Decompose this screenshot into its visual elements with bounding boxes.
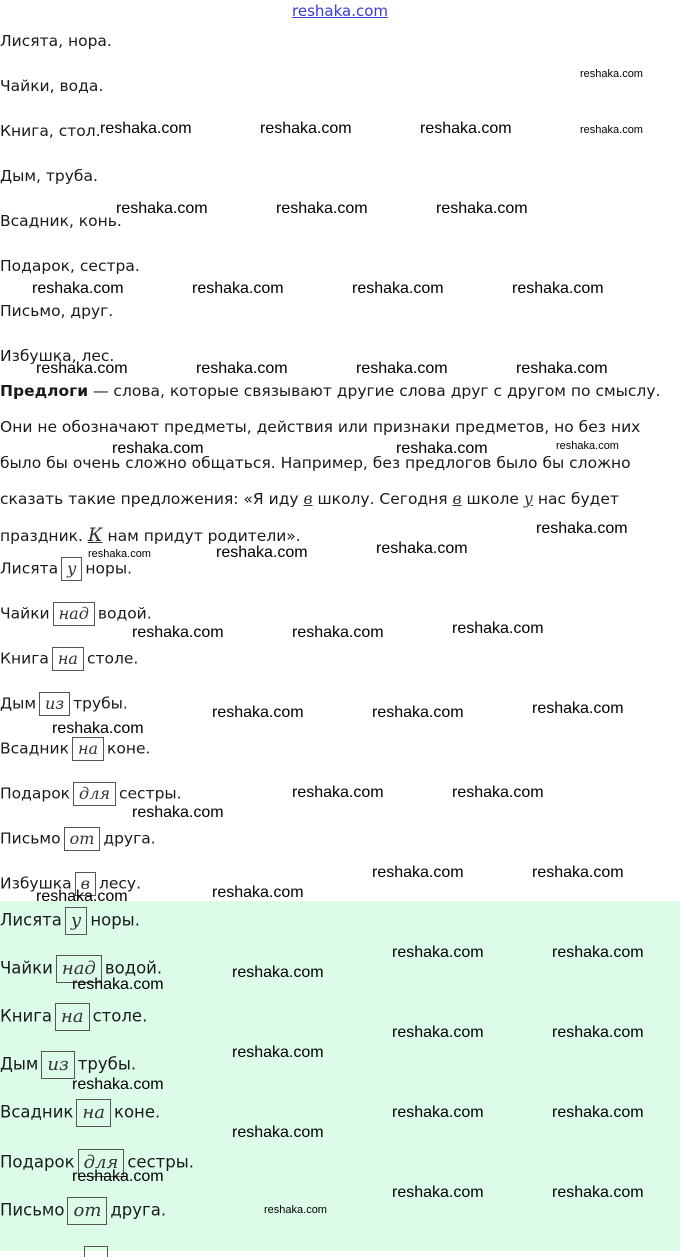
pair-2: Чайки, вода. bbox=[0, 77, 104, 95]
watermark-text: reshaka.com bbox=[552, 1024, 644, 1041]
answer-noun: Чайки bbox=[0, 604, 50, 623]
definition-text-1: — слова, которые связывают другие слова друг с другом по смыслу. Они не обозначают предметы, действия или признаки предметов, но без них было бы очень сложно общаться. Например, без предлогов было бы сложно сказать такие предложения: «Я иду bbox=[0, 382, 661, 508]
answer-noun: трубы. bbox=[73, 694, 128, 713]
watermark-text: reshaka.com bbox=[580, 68, 643, 80]
watermark-text: reshaka.com bbox=[356, 360, 448, 377]
preposition-box: в bbox=[75, 872, 96, 896]
answer-noun: сестры. bbox=[127, 1152, 195, 1172]
watermark-text: reshaka.com bbox=[216, 544, 308, 561]
watermark-text: reshaka.com bbox=[376, 540, 468, 557]
example-preposition-2: в bbox=[452, 490, 462, 508]
green-answer-line bbox=[0, 955, 162, 983]
watermark-text: reshaka.com bbox=[552, 1104, 644, 1121]
watermark-text: reshaka.com bbox=[212, 704, 304, 721]
preposition-box: над bbox=[53, 602, 95, 626]
watermark-text: reshaka.com bbox=[392, 1184, 484, 1201]
preposition-box: над bbox=[56, 955, 102, 983]
pair-4: Дым, труба. bbox=[0, 167, 98, 185]
answer-noun: лесу. bbox=[98, 874, 142, 893]
answer-noun: Книга bbox=[0, 1006, 53, 1026]
watermark-text: reshaka.com bbox=[556, 440, 619, 452]
example-preposition-3: у bbox=[523, 490, 533, 508]
answer-line bbox=[0, 647, 138, 671]
answer-line bbox=[0, 782, 182, 806]
watermark-text: reshaka.com bbox=[232, 1124, 324, 1141]
preposition-box: на bbox=[55, 1003, 90, 1031]
green-answer-line bbox=[0, 1149, 194, 1177]
answer-noun: Лисята bbox=[0, 910, 62, 930]
answer-line bbox=[0, 737, 150, 761]
watermark-text: reshaka.com bbox=[132, 624, 224, 641]
answer-noun: водой. bbox=[97, 604, 152, 623]
answer-noun: Дым bbox=[0, 1054, 39, 1074]
answer-noun: Всадник bbox=[0, 739, 69, 758]
preposition-box: на bbox=[52, 647, 84, 671]
answer-line bbox=[0, 827, 156, 851]
answer-line bbox=[0, 692, 128, 716]
watermark-text: reshaka.com bbox=[116, 200, 208, 217]
watermark-text: reshaka.com bbox=[552, 1184, 644, 1201]
watermark-text: reshaka.com bbox=[72, 976, 164, 993]
green-answer-line bbox=[0, 1051, 136, 1079]
green-answer-line bbox=[0, 1003, 147, 1031]
watermark-text: reshaka.com bbox=[552, 944, 644, 961]
watermark-text: reshaka.com bbox=[392, 1024, 484, 1041]
watermark-text: reshaka.com bbox=[532, 700, 624, 717]
watermark-text: reshaka.com bbox=[452, 784, 544, 801]
definition-paragraph bbox=[0, 373, 680, 554]
answer-noun: Письмо bbox=[0, 1200, 65, 1220]
watermark-text: reshaka.com bbox=[452, 620, 544, 637]
watermark-text: reshaka.com bbox=[232, 1044, 324, 1061]
watermark-text: reshaka.com bbox=[264, 1204, 327, 1216]
answer-noun: норы. bbox=[90, 910, 140, 930]
answer-noun: Подарок bbox=[0, 1152, 75, 1172]
watermark-text: reshaka.com bbox=[372, 704, 464, 721]
answer-noun: Дым bbox=[0, 694, 37, 713]
watermark-text: reshaka.com bbox=[36, 888, 128, 905]
answer-noun: Избушка bbox=[0, 874, 72, 893]
site-link[interactable]: reshaka.com bbox=[292, 2, 388, 20]
pair-7: Письмо, друг. bbox=[0, 302, 114, 320]
watermark-text: reshaka.com bbox=[36, 360, 128, 377]
green-answer-line bbox=[0, 907, 140, 935]
answer-noun: сестры. bbox=[118, 784, 182, 803]
watermark-text: reshaka.com bbox=[192, 280, 284, 297]
definition-text-2: школу. Сегодня bbox=[312, 490, 453, 508]
green-answer-line bbox=[0, 1197, 166, 1225]
answer-noun: Всадник bbox=[0, 1102, 74, 1122]
answer-noun: Чайки bbox=[0, 958, 53, 978]
preposition-box: для bbox=[73, 782, 116, 806]
answer-line bbox=[0, 872, 141, 896]
preposition-box: из bbox=[41, 1051, 74, 1079]
answer-highlight-panel bbox=[0, 901, 680, 1251]
watermark-text: reshaka.com bbox=[88, 548, 151, 560]
watermark-text: reshaka.com bbox=[32, 280, 124, 297]
pair-8: Избушка, лес. bbox=[0, 347, 115, 365]
answer-noun: столе. bbox=[86, 649, 139, 668]
answer-noun: Лисята bbox=[0, 559, 59, 578]
preposition-box: из bbox=[39, 692, 70, 716]
answer-noun: коне. bbox=[113, 1102, 161, 1122]
watermark-text: reshaka.com bbox=[112, 440, 204, 457]
watermark-text: reshaka.com bbox=[420, 120, 512, 137]
answer-line bbox=[0, 602, 152, 626]
answer-noun: Книга bbox=[0, 649, 49, 668]
answer-line bbox=[0, 557, 132, 581]
answer-noun: трубы. bbox=[77, 1054, 137, 1074]
watermark-text: reshaka.com bbox=[396, 440, 488, 457]
watermark-text: reshaka.com bbox=[260, 120, 352, 137]
watermark-text: reshaka.com bbox=[72, 1168, 164, 1185]
watermark-text: reshaka.com bbox=[72, 1076, 164, 1093]
watermark-text: reshaka.com bbox=[132, 804, 224, 821]
watermark-text: reshaka.com bbox=[196, 360, 288, 377]
watermark-text: reshaka.com bbox=[276, 200, 368, 217]
watermark-text: reshaka.com bbox=[372, 864, 464, 881]
answer-noun: водой. bbox=[104, 958, 163, 978]
answer-noun: столе. bbox=[92, 1006, 148, 1026]
preposition-box: на bbox=[76, 1099, 111, 1127]
answer-noun: коне. bbox=[107, 739, 151, 758]
pair-3: Книга, стол. bbox=[0, 122, 101, 140]
answer-noun: Подарок bbox=[0, 784, 71, 803]
preposition-box: от bbox=[67, 1197, 107, 1225]
example-preposition-4: К bbox=[87, 524, 103, 546]
watermark-text: reshaka.com bbox=[100, 120, 192, 137]
answer-noun: Письмо bbox=[0, 829, 61, 848]
answer-noun: норы. bbox=[85, 559, 133, 578]
watermark-text: reshaka.com bbox=[352, 280, 444, 297]
watermark-text: reshaka.com bbox=[392, 1104, 484, 1121]
preposition-box: для bbox=[78, 1149, 125, 1177]
definition-text-4: нас будет праздник. bbox=[0, 490, 619, 545]
preposition-box: у bbox=[65, 907, 87, 935]
answer-noun: друга. bbox=[103, 829, 156, 848]
pair-1: Лисята, нора. bbox=[0, 32, 112, 50]
definition-term: Предлоги bbox=[0, 382, 89, 400]
watermark-text: reshaka.com bbox=[212, 884, 304, 901]
watermark-text: reshaka.com bbox=[512, 280, 604, 297]
definition-text-5: нам придут родители». bbox=[102, 527, 301, 545]
definition-text-3: школе bbox=[461, 490, 524, 508]
pair-6: Подарок, сестра. bbox=[0, 257, 140, 275]
watermark-text: reshaka.com bbox=[392, 944, 484, 961]
watermark-text: reshaka.com bbox=[516, 360, 608, 377]
watermark-text: reshaka.com bbox=[536, 520, 628, 537]
preposition-box: у bbox=[61, 557, 82, 581]
watermark-text: reshaka.com bbox=[532, 864, 624, 881]
pair-5: Всадник, конь. bbox=[0, 212, 122, 230]
preposition-box: на bbox=[72, 737, 104, 761]
watermark-text: reshaka.com bbox=[436, 200, 528, 217]
watermark-text: reshaka.com bbox=[232, 964, 324, 981]
watermark-text: reshaka.com bbox=[292, 624, 384, 641]
answer-noun: друга. bbox=[110, 1200, 167, 1220]
watermark-text: reshaka.com bbox=[52, 720, 144, 737]
green-answer-line bbox=[0, 1099, 160, 1127]
cropped-preposition-box bbox=[84, 1246, 108, 1257]
preposition-box: от bbox=[64, 827, 101, 851]
watermark-text: reshaka.com bbox=[580, 124, 643, 136]
example-preposition-1: в bbox=[303, 490, 313, 508]
watermark-text: reshaka.com bbox=[292, 784, 384, 801]
